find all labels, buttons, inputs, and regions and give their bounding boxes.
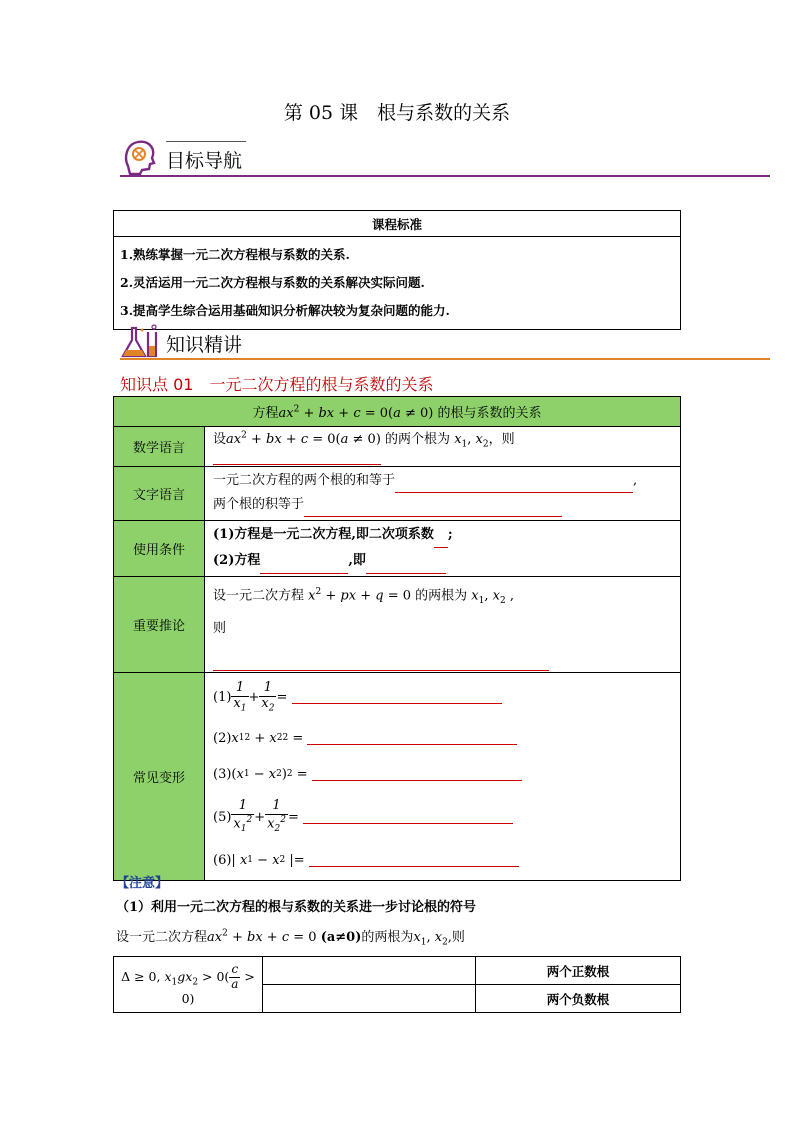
answer-blank[interactable] bbox=[434, 534, 448, 548]
sign-condition: Δ ≥ 0, $x_1gx_2 > 0$( $\frac{c}{a}$ > 0) bbox=[114, 957, 263, 1013]
variation-2: (2) x 1 2 + x 2 2 = bbox=[213, 720, 679, 756]
section-heading-goals: 目标导航 bbox=[166, 150, 243, 172]
sign-blank-cell bbox=[263, 985, 476, 1013]
sign-result: 两个负数根 bbox=[476, 985, 681, 1013]
answer-blank[interactable] bbox=[213, 451, 381, 465]
knowledge-point-title: 知识点 01 一元二次方程的根与系数的关系 bbox=[120, 375, 434, 394]
page-title: 第 05 课 根与系数的关系 bbox=[283, 102, 511, 124]
answer-blank[interactable] bbox=[307, 731, 517, 745]
variations-cell bbox=[205, 672, 681, 880]
section-divider bbox=[120, 175, 770, 177]
standards-table bbox=[113, 210, 681, 330]
inference-cell: 设一元二次方程 $x^2$ + px + q = 0 的两根为 $x_1$, $x_2$ , 则 bbox=[205, 576, 681, 672]
answer-blank[interactable] bbox=[395, 479, 633, 493]
sign-result: 两个正数根 bbox=[476, 957, 681, 985]
standard-item: 3.提高学生综合运用基础知识分析解决较为复杂问题的能力. bbox=[120, 303, 450, 318]
conditions-cell: (1)方程是一元二次方程,即二次项系数 ; (2)方程 ,即 bbox=[205, 520, 681, 576]
standard-item: 2.灵活运用一元二次方程根与系数的关系解决实际问题. bbox=[120, 275, 425, 290]
label-conditions: 使用条件 bbox=[114, 520, 205, 576]
knowledge-table-header: 方程$ax^2$ + bx + c = 0(a ≠ 0) 的根与系数的关系 bbox=[114, 397, 681, 427]
answer-blank[interactable] bbox=[312, 767, 522, 781]
variation-1: (1) $\frac{1}{x_1}$ + $\frac{1}{x_2}$ = bbox=[213, 674, 679, 720]
variation-3: (3) ( x 1 − x 2 ) 2 = bbox=[213, 756, 679, 792]
note-line-2: 设一元二次方程$ax^2$ + bx + c = 0 (a≠0)的两根为$x_1$, $x_2$,则 bbox=[116, 928, 465, 948]
label-inference: 重要推论 bbox=[114, 576, 205, 672]
label-math-language: 数学语言 bbox=[114, 427, 205, 467]
label-variations: 常见变形 bbox=[114, 672, 205, 880]
brain-head-icon bbox=[120, 136, 160, 176]
sign-table bbox=[113, 956, 681, 1013]
text-language-cell: 一元二次方程的两个根的和等于 , 两个根的积等于 bbox=[205, 466, 681, 520]
note-line-1: （1）利用一元二次方程的根与系数的关系进一步讨论根的符号 bbox=[116, 900, 477, 915]
standards-header: 课程标准 bbox=[114, 211, 681, 237]
answer-blank[interactable] bbox=[304, 503, 562, 517]
title-overline bbox=[166, 141, 246, 142]
label-text-language: 文字语言 bbox=[114, 466, 205, 520]
sign-blank-cell bbox=[263, 957, 476, 985]
section-divider bbox=[120, 358, 770, 360]
note-label: 【注意】 bbox=[116, 876, 169, 891]
answer-blank[interactable] bbox=[260, 560, 348, 574]
knowledge-table bbox=[113, 396, 681, 881]
variation-5: (5) $\frac{1}{x_1^2}$ + $\frac{1}{x_2^2}$ = bbox=[213, 792, 679, 842]
answer-blank[interactable] bbox=[213, 657, 549, 671]
section-heading-knowledge: 知识精讲 bbox=[166, 334, 243, 356]
math-language-cell: 设$ax^2$ + bx + c = 0(a ≠ 0) 的两个根为 $x_1$, $x_2$，则 bbox=[205, 427, 681, 467]
answer-blank[interactable] bbox=[292, 690, 502, 704]
standard-item: 1.熟练掌握一元二次方程根与系数的关系. bbox=[120, 247, 350, 262]
flask-icon bbox=[118, 322, 162, 362]
variation-6: (6) | x 1 − x 2 |= bbox=[213, 842, 679, 878]
answer-blank[interactable] bbox=[303, 810, 513, 824]
answer-blank[interactable] bbox=[309, 853, 519, 867]
answer-blank[interactable] bbox=[366, 560, 446, 574]
